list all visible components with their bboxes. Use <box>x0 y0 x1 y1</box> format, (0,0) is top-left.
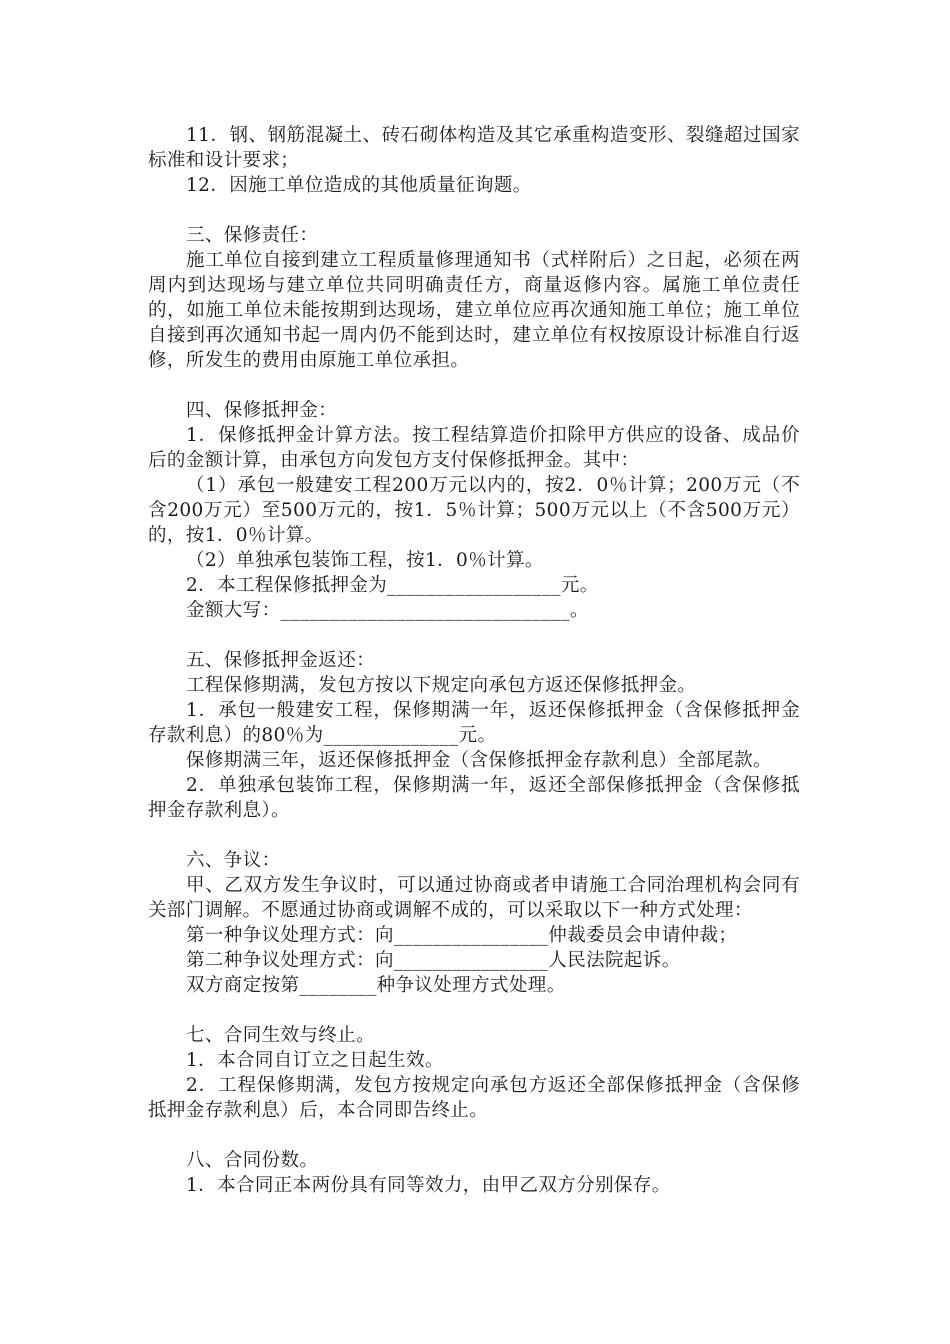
paragraph: 1．本合同正本两份具有同等效力，由甲乙双方分别保存。 <box>186 1175 671 1196</box>
document-body <box>148 123 800 1198</box>
blank-line <box>148 1123 800 1148</box>
section-heading: 三、保修责任： <box>186 225 319 246</box>
paragraph: （2）单独承包装饰工程，按1．0％计算。 <box>186 550 544 571</box>
section-heading: 五、保修抵押金返还： <box>186 650 376 671</box>
blank-line <box>148 198 800 223</box>
blank-line <box>148 998 800 1023</box>
paragraph: 1．承包一般建安工程，保修期满一年，返还保修抵押金（含保修抵押金存款利息）的80％为______________元。 <box>148 700 800 746</box>
paragraph: 1．保修抵押金计算方法。按工程结算造价扣除甲方供应的设备、成品价后的金额计算，由承包方向发包方支付保修抵押金。其中： <box>148 425 800 471</box>
paragraph: 2．单独承包装饰工程，保修期满一年，返还全部保修抵押金（含保修抵押金存款利息）。 <box>148 775 800 821</box>
paragraph: 12．因施工单位造成的其他质量征询题。 <box>186 175 532 196</box>
blank-line <box>148 373 800 398</box>
paragraph: 1．本合同自订立之日起生效。 <box>186 1050 444 1071</box>
paragraph: 第二种争议处理方式：向________________人民法院起诉。 <box>186 950 681 971</box>
paragraph: 工程保修期满，发包方按以下规定向承包方返还保修抵押金。 <box>186 675 697 696</box>
paragraph: 2．工程保修期满，发包方按规定向承包方返还全部保修抵押金（含保修抵押金存款利息）后，本合同即告终止。 <box>148 1075 800 1121</box>
paragraph: （1）承包一般建安工程200万元以内的，按2．0％计算；200万元（不含200万元）至500万元的，按1．5％计算；500万元以上（不含500万元）的，按1．0％计算。 <box>148 475 800 546</box>
paragraph: 11．钢、钢筋混凝土、砖石砌体构造及其它承重构造变形、裂缝超过国家标准和设计要求； <box>148 125 800 171</box>
section-heading: 八、合同份数。 <box>186 1150 319 1171</box>
paragraph: 2．本工程保修抵押金为__________________元。 <box>186 575 599 596</box>
paragraph: 甲、乙双方发生争议时，可以通过协商或者申请施工合同治理机构会同有关部门调解。不愿通过协商或调解不成的，可以采取以下一种方式处理： <box>148 875 800 921</box>
paragraph: 双方商定按第________种争议处理方式处理。 <box>186 975 566 996</box>
blank-line <box>148 623 800 648</box>
blank-line <box>148 823 800 848</box>
section-heading: 六、争议： <box>186 850 281 871</box>
paragraph: 保修期满三年，返还保修抵押金（含保修抵押金存款利息）全部尾款。 <box>186 750 772 771</box>
paragraph: 第一种争议处理方式：向________________仲裁委员会申请仲裁； <box>186 925 738 946</box>
section-heading: 七、合同生效与终止。 <box>186 1025 376 1046</box>
paragraph: 施工单位自接到建立工程质量修理通知书（式样附后）之日起，必须在两周内到达现场与建立单位共同明确责任方，商量返修内容。属施工单位责任的，如施工单位未能按期到达现场，建立单位应再次通知施工单位；施工单位自接到再次通知书起一周内仍不能到达时，建立单位有权按原设计标准自行返修，所发生的费用由原施工单位承担。 <box>148 250 800 371</box>
section-heading: 四、保修抵押金： <box>186 400 338 421</box>
paragraph: 金额大写：______________________________。 <box>186 600 589 621</box>
